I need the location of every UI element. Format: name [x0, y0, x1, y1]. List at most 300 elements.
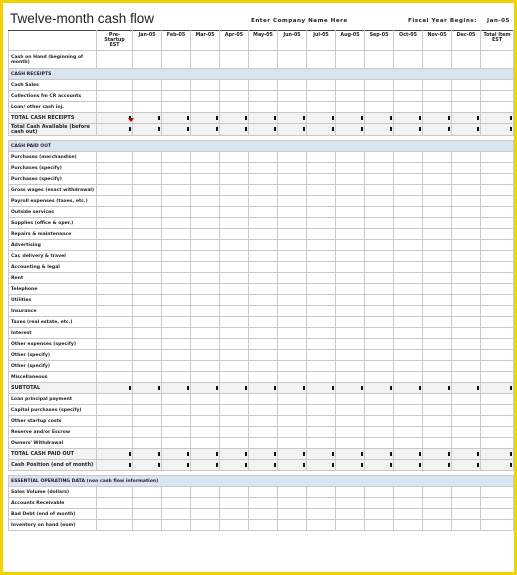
data-cell[interactable] — [97, 102, 133, 113]
data-cell[interactable] — [162, 498, 191, 509]
data-cell[interactable] — [365, 416, 394, 427]
data-cell[interactable] — [365, 460, 394, 471]
data-cell[interactable] — [278, 152, 307, 163]
data-cell[interactable] — [278, 273, 307, 284]
data-cell[interactable] — [365, 102, 394, 113]
data-cell[interactable] — [481, 218, 514, 229]
data-cell[interactable] — [278, 383, 307, 394]
data-cell[interactable] — [452, 520, 481, 531]
data-cell[interactable] — [191, 487, 220, 498]
data-cell[interactable] — [307, 449, 336, 460]
data-cell[interactable] — [423, 152, 452, 163]
data-cell[interactable] — [278, 251, 307, 262]
data-cell[interactable] — [220, 372, 249, 383]
data-cell[interactable] — [133, 262, 162, 273]
data-cell[interactable] — [452, 207, 481, 218]
data-cell[interactable] — [249, 372, 278, 383]
data-cell[interactable] — [394, 449, 423, 460]
data-cell[interactable] — [162, 284, 191, 295]
data-cell[interactable] — [452, 196, 481, 207]
data-cell[interactable] — [365, 240, 394, 251]
data-cell[interactable] — [97, 339, 133, 350]
data-cell[interactable] — [336, 207, 365, 218]
data-cell[interactable] — [481, 163, 514, 174]
data-cell[interactable] — [481, 229, 514, 240]
company-name-field[interactable]: Enter Company Name Here — [251, 18, 348, 24]
data-cell[interactable] — [452, 509, 481, 520]
data-cell[interactable] — [336, 185, 365, 196]
data-cell[interactable] — [307, 262, 336, 273]
data-cell[interactable] — [278, 51, 307, 69]
data-cell[interactable] — [220, 509, 249, 520]
data-cell[interactable] — [97, 80, 133, 91]
data-cell[interactable] — [394, 51, 423, 69]
data-cell[interactable] — [249, 438, 278, 449]
data-cell[interactable] — [365, 438, 394, 449]
data-cell[interactable] — [394, 438, 423, 449]
data-cell[interactable] — [278, 124, 307, 136]
data-cell[interactable] — [365, 113, 394, 124]
data-cell[interactable] — [336, 251, 365, 262]
data-cell[interactable] — [365, 383, 394, 394]
data-cell[interactable] — [394, 460, 423, 471]
data-cell[interactable] — [481, 339, 514, 350]
data-cell[interactable] — [481, 383, 514, 394]
data-cell[interactable] — [481, 196, 514, 207]
data-cell[interactable] — [336, 405, 365, 416]
data-cell[interactable] — [307, 284, 336, 295]
data-cell[interactable] — [162, 240, 191, 251]
data-cell[interactable] — [133, 317, 162, 328]
data-cell[interactable] — [220, 262, 249, 273]
data-cell[interactable] — [365, 251, 394, 262]
data-cell[interactable] — [365, 229, 394, 240]
data-cell[interactable] — [394, 91, 423, 102]
data-cell[interactable] — [278, 372, 307, 383]
data-cell[interactable] — [97, 383, 133, 394]
data-cell[interactable] — [249, 487, 278, 498]
data-cell[interactable] — [336, 427, 365, 438]
data-cell[interactable] — [162, 152, 191, 163]
data-cell[interactable] — [133, 251, 162, 262]
data-cell[interactable] — [278, 350, 307, 361]
data-cell[interactable] — [220, 328, 249, 339]
data-cell[interactable] — [97, 520, 133, 531]
data-cell[interactable] — [307, 339, 336, 350]
data-cell[interactable] — [97, 394, 133, 405]
data-cell[interactable] — [307, 350, 336, 361]
data-cell[interactable] — [133, 295, 162, 306]
data-cell[interactable] — [423, 317, 452, 328]
data-cell[interactable] — [191, 240, 220, 251]
data-cell[interactable] — [220, 383, 249, 394]
data-cell[interactable] — [365, 520, 394, 531]
data-cell[interactable] — [394, 427, 423, 438]
data-cell[interactable] — [278, 284, 307, 295]
data-cell[interactable] — [162, 339, 191, 350]
data-cell[interactable] — [307, 405, 336, 416]
data-cell[interactable] — [162, 91, 191, 102]
data-cell[interactable] — [278, 487, 307, 498]
data-cell[interactable] — [394, 520, 423, 531]
data-cell[interactable] — [365, 306, 394, 317]
data-cell[interactable] — [249, 449, 278, 460]
data-cell[interactable] — [191, 80, 220, 91]
data-cell[interactable] — [162, 174, 191, 185]
data-cell[interactable] — [423, 113, 452, 124]
data-cell[interactable] — [365, 185, 394, 196]
data-cell[interactable] — [452, 102, 481, 113]
data-cell[interactable] — [423, 51, 452, 69]
data-cell[interactable] — [423, 383, 452, 394]
data-cell[interactable] — [220, 487, 249, 498]
data-cell[interactable] — [220, 185, 249, 196]
data-cell[interactable] — [481, 80, 514, 91]
data-cell[interactable] — [423, 416, 452, 427]
data-cell[interactable] — [97, 91, 133, 102]
data-cell[interactable] — [336, 273, 365, 284]
data-cell[interactable] — [423, 295, 452, 306]
data-cell[interactable] — [307, 460, 336, 471]
data-cell[interactable] — [133, 240, 162, 251]
data-cell[interactable] — [394, 405, 423, 416]
data-cell[interactable] — [133, 80, 162, 91]
data-cell[interactable] — [191, 383, 220, 394]
data-cell[interactable] — [365, 273, 394, 284]
data-cell[interactable] — [220, 460, 249, 471]
data-cell[interactable] — [220, 361, 249, 372]
data-cell[interactable] — [162, 350, 191, 361]
data-cell[interactable] — [336, 80, 365, 91]
data-cell[interactable] — [365, 218, 394, 229]
data-cell[interactable] — [394, 102, 423, 113]
data-cell[interactable] — [220, 51, 249, 69]
data-cell[interactable] — [481, 405, 514, 416]
data-cell[interactable] — [249, 295, 278, 306]
data-cell[interactable] — [278, 498, 307, 509]
data-cell[interactable] — [97, 460, 133, 471]
data-cell[interactable] — [423, 438, 452, 449]
data-cell[interactable] — [481, 102, 514, 113]
data-cell[interactable] — [481, 273, 514, 284]
data-cell[interactable] — [249, 240, 278, 251]
data-cell[interactable] — [336, 196, 365, 207]
data-cell[interactable] — [452, 438, 481, 449]
data-cell[interactable] — [307, 361, 336, 372]
data-cell[interactable] — [481, 427, 514, 438]
data-cell[interactable] — [249, 102, 278, 113]
data-cell[interactable] — [97, 196, 133, 207]
data-cell[interactable] — [307, 196, 336, 207]
data-cell[interactable] — [191, 460, 220, 471]
data-cell[interactable] — [133, 460, 162, 471]
data-cell[interactable] — [220, 102, 249, 113]
data-cell[interactable] — [423, 262, 452, 273]
data-cell[interactable] — [394, 295, 423, 306]
data-cell[interactable] — [191, 196, 220, 207]
data-cell[interactable] — [220, 218, 249, 229]
data-cell[interactable] — [452, 372, 481, 383]
data-cell[interactable] — [452, 113, 481, 124]
data-cell[interactable] — [365, 152, 394, 163]
data-cell[interactable] — [97, 509, 133, 520]
data-cell[interactable] — [249, 350, 278, 361]
data-cell[interactable] — [394, 509, 423, 520]
data-cell[interactable] — [249, 207, 278, 218]
data-cell[interactable] — [249, 51, 278, 69]
data-cell[interactable] — [481, 350, 514, 361]
data-cell[interactable] — [162, 229, 191, 240]
data-cell[interactable] — [394, 317, 423, 328]
data-cell[interactable] — [278, 438, 307, 449]
data-cell[interactable] — [249, 273, 278, 284]
data-cell[interactable] — [394, 196, 423, 207]
data-cell[interactable] — [191, 328, 220, 339]
data-cell[interactable] — [481, 207, 514, 218]
data-cell[interactable] — [249, 80, 278, 91]
data-cell[interactable] — [336, 361, 365, 372]
data-cell[interactable] — [365, 328, 394, 339]
data-cell[interactable] — [481, 498, 514, 509]
comment-indicator-icon[interactable] — [128, 118, 134, 122]
data-cell[interactable] — [278, 240, 307, 251]
data-cell[interactable] — [307, 124, 336, 136]
data-cell[interactable] — [191, 124, 220, 136]
data-cell[interactable] — [220, 394, 249, 405]
data-cell[interactable] — [365, 339, 394, 350]
data-cell[interactable] — [191, 361, 220, 372]
data-cell[interactable] — [278, 229, 307, 240]
data-cell[interactable] — [394, 80, 423, 91]
data-cell[interactable] — [336, 295, 365, 306]
data-cell[interactable] — [220, 174, 249, 185]
data-cell[interactable] — [336, 306, 365, 317]
data-cell[interactable] — [133, 498, 162, 509]
data-cell[interactable] — [336, 498, 365, 509]
data-cell[interactable] — [307, 152, 336, 163]
data-cell[interactable] — [452, 317, 481, 328]
data-cell[interactable] — [307, 416, 336, 427]
data-cell[interactable] — [423, 449, 452, 460]
data-cell[interactable] — [481, 328, 514, 339]
data-cell[interactable] — [249, 427, 278, 438]
data-cell[interactable] — [133, 284, 162, 295]
data-cell[interactable] — [336, 317, 365, 328]
data-cell[interactable] — [162, 405, 191, 416]
data-cell[interactable] — [133, 196, 162, 207]
data-cell[interactable] — [191, 284, 220, 295]
data-cell[interactable] — [191, 416, 220, 427]
data-cell[interactable] — [394, 207, 423, 218]
data-cell[interactable] — [191, 427, 220, 438]
data-cell[interactable] — [133, 438, 162, 449]
data-cell[interactable] — [394, 383, 423, 394]
data-cell[interactable] — [481, 91, 514, 102]
data-cell[interactable] — [162, 460, 191, 471]
data-cell[interactable] — [162, 394, 191, 405]
data-cell[interactable] — [162, 306, 191, 317]
data-cell[interactable] — [220, 152, 249, 163]
data-cell[interactable] — [191, 295, 220, 306]
data-cell[interactable] — [162, 102, 191, 113]
data-cell[interactable] — [452, 295, 481, 306]
data-cell[interactable] — [365, 207, 394, 218]
data-cell[interactable] — [191, 163, 220, 174]
data-cell[interactable] — [162, 51, 191, 69]
data-cell[interactable] — [394, 124, 423, 136]
data-cell[interactable] — [423, 509, 452, 520]
data-cell[interactable] — [365, 487, 394, 498]
data-cell[interactable] — [423, 394, 452, 405]
data-cell[interactable] — [249, 394, 278, 405]
data-cell[interactable] — [394, 251, 423, 262]
data-cell[interactable] — [162, 185, 191, 196]
data-cell[interactable] — [481, 124, 514, 136]
data-cell[interactable] — [481, 152, 514, 163]
data-cell[interactable] — [191, 102, 220, 113]
data-cell[interactable] — [307, 394, 336, 405]
data-cell[interactable] — [336, 240, 365, 251]
data-cell[interactable] — [452, 152, 481, 163]
data-cell[interactable] — [133, 113, 162, 124]
data-cell[interactable] — [365, 427, 394, 438]
data-cell[interactable] — [452, 460, 481, 471]
data-cell[interactable] — [481, 174, 514, 185]
data-cell[interactable] — [307, 113, 336, 124]
data-cell[interactable] — [336, 229, 365, 240]
data-cell[interactable] — [191, 229, 220, 240]
data-cell[interactable] — [220, 284, 249, 295]
data-cell[interactable] — [336, 350, 365, 361]
data-cell[interactable] — [191, 306, 220, 317]
data-cell[interactable] — [423, 427, 452, 438]
data-cell[interactable] — [452, 306, 481, 317]
data-cell[interactable] — [481, 251, 514, 262]
data-cell[interactable] — [481, 520, 514, 531]
data-cell[interactable] — [133, 102, 162, 113]
data-cell[interactable] — [278, 306, 307, 317]
data-cell[interactable] — [394, 361, 423, 372]
data-cell[interactable] — [133, 520, 162, 531]
data-cell[interactable] — [133, 427, 162, 438]
data-cell[interactable] — [307, 487, 336, 498]
data-cell[interactable] — [162, 487, 191, 498]
data-cell[interactable] — [394, 350, 423, 361]
data-cell[interactable] — [452, 273, 481, 284]
data-cell[interactable] — [452, 449, 481, 460]
data-cell[interactable] — [452, 124, 481, 136]
data-cell[interactable] — [162, 80, 191, 91]
data-cell[interactable] — [191, 273, 220, 284]
data-cell[interactable] — [278, 207, 307, 218]
data-cell[interactable] — [365, 350, 394, 361]
data-cell[interactable] — [133, 394, 162, 405]
data-cell[interactable] — [307, 174, 336, 185]
data-cell[interactable] — [133, 383, 162, 394]
data-cell[interactable] — [365, 372, 394, 383]
data-cell[interactable] — [278, 163, 307, 174]
data-cell[interactable] — [191, 152, 220, 163]
data-cell[interactable] — [191, 509, 220, 520]
data-cell[interactable] — [336, 438, 365, 449]
data-cell[interactable] — [191, 185, 220, 196]
data-cell[interactable] — [162, 317, 191, 328]
data-cell[interactable] — [191, 394, 220, 405]
data-cell[interactable] — [162, 113, 191, 124]
data-cell[interactable] — [336, 218, 365, 229]
data-cell[interactable] — [278, 295, 307, 306]
data-cell[interactable] — [191, 251, 220, 262]
data-cell[interactable] — [191, 449, 220, 460]
data-cell[interactable] — [394, 185, 423, 196]
data-cell[interactable] — [97, 438, 133, 449]
data-cell[interactable] — [97, 207, 133, 218]
data-cell[interactable] — [452, 405, 481, 416]
data-cell[interactable] — [365, 163, 394, 174]
data-cell[interactable] — [220, 124, 249, 136]
data-cell[interactable] — [423, 361, 452, 372]
data-cell[interactable] — [249, 328, 278, 339]
data-cell[interactable] — [423, 196, 452, 207]
data-cell[interactable] — [336, 124, 365, 136]
data-cell[interactable] — [307, 498, 336, 509]
data-cell[interactable] — [452, 361, 481, 372]
data-cell[interactable] — [394, 372, 423, 383]
data-cell[interactable] — [191, 350, 220, 361]
data-cell[interactable] — [423, 229, 452, 240]
data-cell[interactable] — [481, 262, 514, 273]
data-cell[interactable] — [278, 361, 307, 372]
data-cell[interactable] — [249, 113, 278, 124]
data-cell[interactable] — [336, 328, 365, 339]
data-cell[interactable] — [249, 361, 278, 372]
data-cell[interactable] — [423, 102, 452, 113]
data-cell[interactable] — [249, 218, 278, 229]
data-cell[interactable] — [162, 218, 191, 229]
data-cell[interactable] — [365, 394, 394, 405]
data-cell[interactable] — [394, 163, 423, 174]
data-cell[interactable] — [162, 372, 191, 383]
data-cell[interactable] — [307, 427, 336, 438]
data-cell[interactable] — [394, 487, 423, 498]
data-cell[interactable] — [162, 196, 191, 207]
data-cell[interactable] — [452, 350, 481, 361]
data-cell[interactable] — [394, 240, 423, 251]
data-cell[interactable] — [162, 427, 191, 438]
data-cell[interactable] — [220, 350, 249, 361]
data-cell[interactable] — [452, 80, 481, 91]
data-cell[interactable] — [97, 372, 133, 383]
data-cell[interactable] — [481, 487, 514, 498]
data-cell[interactable] — [307, 295, 336, 306]
data-cell[interactable] — [365, 124, 394, 136]
data-cell[interactable] — [336, 113, 365, 124]
data-cell[interactable] — [423, 185, 452, 196]
data-cell[interactable] — [336, 487, 365, 498]
data-cell[interactable] — [394, 498, 423, 509]
data-cell[interactable] — [97, 295, 133, 306]
data-cell[interactable] — [452, 284, 481, 295]
data-cell[interactable] — [249, 317, 278, 328]
data-cell[interactable] — [336, 509, 365, 520]
data-cell[interactable] — [307, 372, 336, 383]
data-cell[interactable] — [249, 262, 278, 273]
data-cell[interactable] — [423, 218, 452, 229]
data-cell[interactable] — [394, 306, 423, 317]
data-cell[interactable] — [307, 520, 336, 531]
data-cell[interactable] — [394, 262, 423, 273]
data-cell[interactable] — [365, 361, 394, 372]
